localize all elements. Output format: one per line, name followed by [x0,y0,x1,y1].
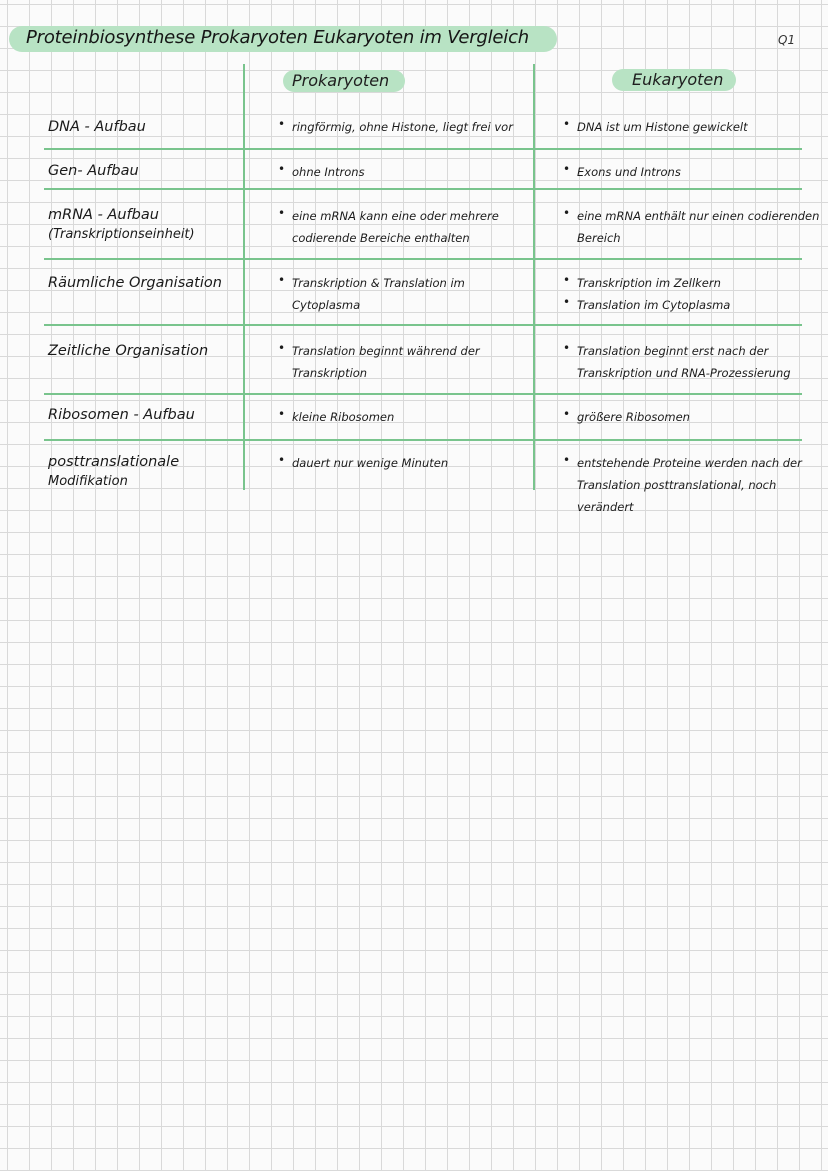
row-label-text: Gen- Aufbau [48,163,139,179]
row-divider [44,148,802,150]
row-label-subtext: (Transkriptionseinheit) [48,227,195,242]
row-divider [44,324,802,326]
list-item: • Transkription im Zellkern [563,272,825,294]
cell-prokaryoten-mrna-aufbau [278,205,530,249]
row-label-mrna-aufbau [48,205,238,245]
row-divider [44,188,802,190]
cell-eukaryoten-zeitliche-organisation [563,340,825,384]
list-item: • kleine Ribosomen [278,406,530,428]
list-item: • Translation im Cytoplasma [563,294,825,316]
row-label-text: mRNA - Aufbau [48,207,159,223]
cell-prokaryoten-zeitliche-organisation [278,340,530,384]
cell-prokaryoten-posttranslationale-modifikation [278,452,530,474]
row-divider [44,258,802,260]
row-label-text: posttranslationale [48,454,180,470]
column-header-eukaryoten: Eukaryoten [632,70,724,89]
list-item: • eine mRNA enthält nur einen codierenden Bereich [563,205,825,249]
column-header-prokaryoten: Prokaryoten [292,71,390,90]
cell-eukaryoten-ribosomen-aufbau [563,406,825,428]
cell-prokaryoten-dna-aufbau [278,116,530,138]
column-divider [243,64,245,490]
cell-eukaryoten-posttranslationale-modifikation [563,452,825,518]
cell-prokaryoten-raeumliche-organisation [278,272,530,316]
row-label-text: Zeitliche Organisation [48,343,209,359]
row-label-ribosomen-aufbau [48,405,238,425]
list-item: • ohne Introns [278,161,530,183]
row-label-subtext: Modifikation [48,474,128,489]
cell-prokaryoten-ribosomen-aufbau [278,406,530,428]
row-divider [44,393,802,395]
cell-eukaryoten-gen-aufbau [563,161,825,183]
list-item: • Translation beginnt erst nach der Transkription und RNA-Prozessierung [563,340,825,384]
page-title: Proteinbiosynthese Prokaryoten Eukaryoten im Vergleich [26,27,530,48]
row-label-text: Räumliche Organisation [48,275,222,291]
list-item: • DNA ist um Histone gewickelt [563,116,825,138]
list-item: • dauert nur wenige Minuten [278,452,530,474]
list-item: • ringförmig, ohne Histone, liegt frei vor [278,116,530,138]
row-divider [44,439,802,441]
list-item: • Transkription & Translation im Cytoplasma [278,272,530,316]
cell-eukaryoten-raeumliche-organisation [563,272,825,316]
page-number: Q1 [778,33,796,47]
row-label-text: Ribosomen - Aufbau [48,407,195,423]
list-item: • entstehende Proteine werden nach der Translation posttranslational, noch verändert [563,452,825,518]
list-item: • Translation beginnt während der Transkription [278,340,530,384]
list-item: • Exons und Introns [563,161,825,183]
row-label-dna-aufbau [48,117,238,137]
row-label-zeitliche-organisation [48,341,238,361]
cell-prokaryoten-gen-aufbau [278,161,530,183]
column-divider [533,64,535,490]
row-label-raeumliche-organisation [48,273,238,293]
row-label-gen-aufbau [48,161,238,181]
row-label-posttranslationale-modifikation [48,452,238,492]
list-item: • größere Ribosomen [563,406,825,428]
cell-eukaryoten-mrna-aufbau [563,205,825,249]
row-label-text: DNA - Aufbau [48,119,146,135]
cell-eukaryoten-dna-aufbau [563,116,825,138]
list-item: • eine mRNA kann eine oder mehrere codierende Bereiche enthalten [278,205,530,249]
